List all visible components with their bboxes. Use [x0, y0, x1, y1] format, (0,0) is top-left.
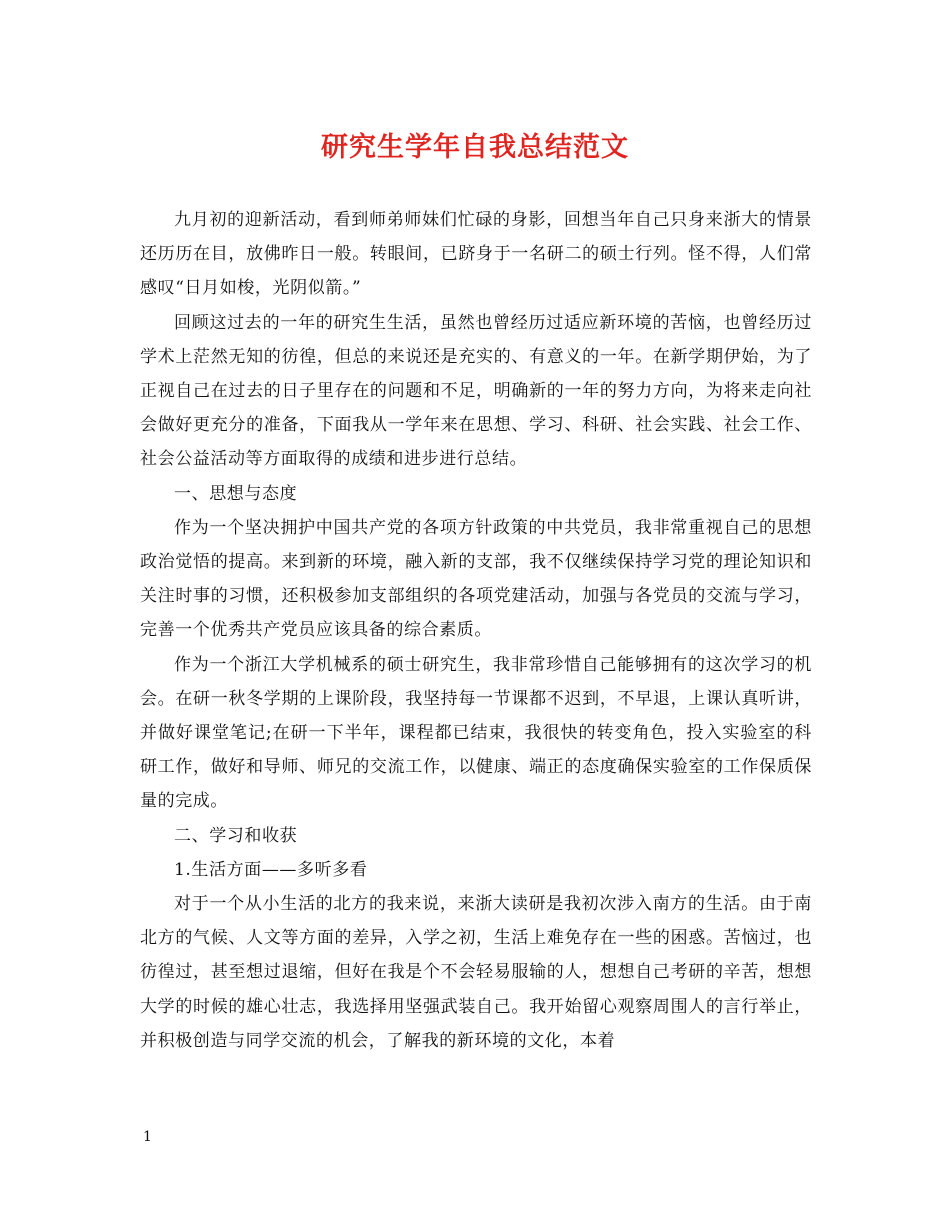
document-body	[140, 203, 812, 1058]
page-number: 1	[143, 1129, 152, 1145]
section-heading-study: 二、学习和收获	[174, 825, 298, 846]
paragraph-intro: 九月初的迎新活动，看到师弟师妹们忙碌的身影，回想当年自己只身来浙大的情景还历历在目，放佛昨日一般。转眼间，已跻身于一名研二的硕士行列。怪不得，人们常感叹“日月如梭，光阴似箭。”	[140, 210, 812, 299]
paragraph-study-opportunity: 作为一个浙江大学机械系的硕士研究生，我非常珍惜自己能够拥有的这次学习的机会。在研一秋冬学期的上课阶段，我坚持每一节课都不迟到，不早退，上课认真听讲，并做好课堂笔记;在研一下半年，课程都已结束，我很快的转变角色，投入实验室的科研工作，做好和导师、师兄的交流工作，以健康、端正的态度确保实验室的工作保质保量的完成。	[140, 654, 812, 812]
document-title: 研究生学年自我总结范文	[321, 132, 629, 163]
paragraph-review: 回顾这过去的一年的研究生生活，虽然也曾经历过适应新环境的苦恼，也曾经历过学术上茫然无知的彷徨，但总的来说还是充实的、有意义的一年。在新学期伊始，为了正视自己在过去的日子里存在的问题和不足，明确新的一年的努力方向，为将来走向社会做好更充分的准备，下面我从一学年来在思想、学习、科研、社会实践、社会工作、社会公益活动等方面取得的成绩和进步进行总结。	[140, 312, 812, 470]
paragraph-life: 对于一个从小生活的北方的我来说，来浙大读研是我初次涉入南方的生活。由于南北方的气候、人文等方面的差异，入学之初，生活上难免存在一些的困惑。苦恼过，也彷徨过，甚至想过退缩，但好在我是个不会轻易服输的人，想想自己考研的辛苦，想想大学的时候的雄心壮志，我选择用坚强武装自己。我开始留心观察周围人的言行举止，并积极创造与同学交流的机会，了解我的新环境的文化，本着	[140, 894, 812, 1051]
paragraph-party-member: 作为一个坚决拥护中国共产党的各项方针政策的中共党员，我非常重视自己的思想政治觉悟的提高。来到新的环境，融入新的支部，我不仅继续保持学习党的理论知识和关注时事的习惯，还积极参加支部组织的各项党建活动，加强与各党员的交流与学习，完善一个优秀共产党员应该具备的综合素质。	[140, 517, 812, 641]
section-heading-thought: 一、思想与态度	[174, 483, 298, 504]
subsection-heading-life: 1.生活方面——多听多看	[174, 859, 368, 880]
